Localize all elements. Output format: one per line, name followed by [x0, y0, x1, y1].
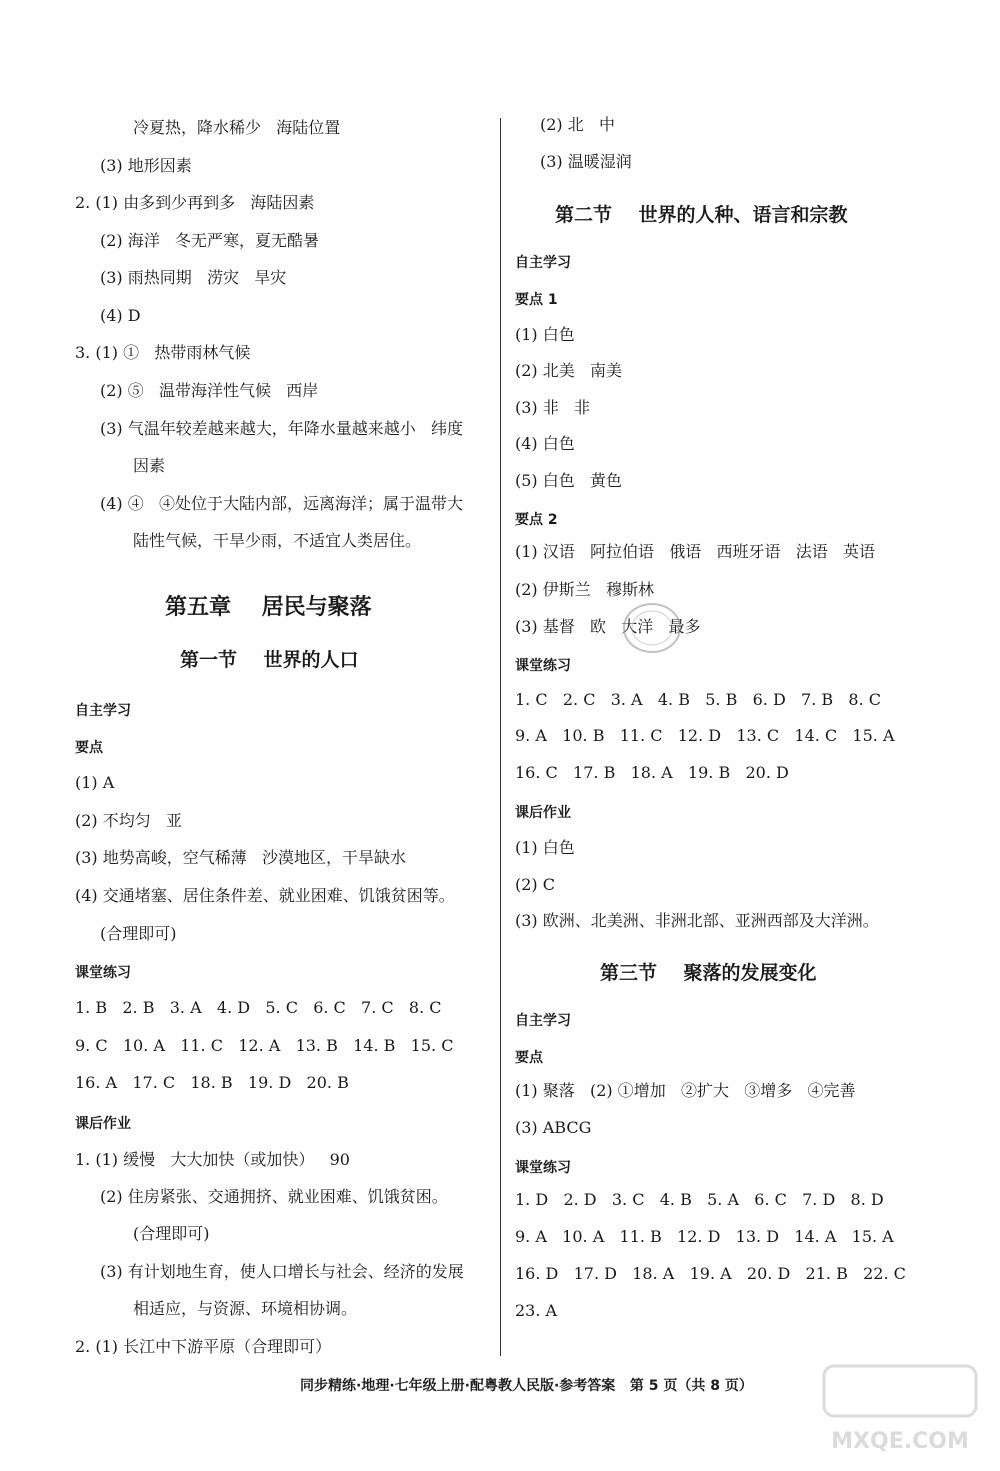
text-line: (5) 白色 黄色	[515, 471, 623, 490]
text-line: (3) 有计划地生育，使人口增长与社会、经济的发展	[100, 1262, 464, 1281]
text-line: (3) 地形因素	[100, 156, 192, 175]
text-line: (3) ABCG	[515, 1118, 592, 1137]
text-line: (4) 白色	[515, 434, 575, 453]
text-line: (3) 气温年较差越来越大，年降水量越来越小 纬度	[100, 419, 464, 438]
subheading: 要点	[515, 1050, 543, 1066]
text-line: 16. C 17. B 18. A 19. B 20. D	[515, 763, 789, 782]
text-line: 1. D 2. D 3. C 4. B 5. A 6. C 7. D 8. D	[515, 1190, 884, 1209]
text-line: (2) 不均匀 亚	[75, 811, 183, 830]
subheading: 自主学习	[515, 255, 571, 271]
text-line: (1) A	[75, 773, 115, 792]
subheading: 要点	[75, 740, 103, 756]
text-line: (合理即可)	[133, 1224, 210, 1243]
text-line: (2) ⑤ 温带海洋性气候 西岸	[100, 381, 319, 400]
text-line: (3) 雨热同期 涝灾 旱灾	[100, 268, 287, 287]
text-line: 相适应，与资源、环境相协调。	[133, 1299, 358, 1318]
subheading: 自主学习	[75, 703, 131, 719]
watermark-logo-icon	[820, 1360, 980, 1460]
text-line: 1. C 2. C 3. A 4. B 5. B 6. D 7. B 8. C	[515, 690, 881, 709]
subheading: 要点 1	[515, 292, 558, 308]
text-line: (2) C	[515, 875, 555, 894]
text-line: (1) 白色	[515, 325, 575, 344]
watermark-text: MXQE.COM	[831, 1429, 969, 1454]
text-line: 冷夏热，降水稀少 海陆位置	[133, 118, 341, 137]
text-line: (2) 北美 南美	[515, 361, 623, 380]
text-line: (3) 温暖湿润	[540, 152, 632, 171]
text-line: 3. (1) ① 热带雨林气候	[75, 343, 251, 362]
text-line: 23. A	[515, 1301, 558, 1320]
text-line: (4) 交通堵塞、居住条件差、就业困难、饥饿贫困等。	[75, 886, 455, 905]
text-line: 9. A 10. A 11. B 12. D 13. D 14. A 15. A	[515, 1227, 894, 1246]
text-line: 陆性气候，干旱少雨，不适宜人类居住。	[133, 531, 422, 550]
text-line: (3) 基督 欧 大洋 最多	[515, 617, 701, 636]
text-line: (3) 地势高峻，空气稀薄 沙漠地区，干旱缺水	[75, 848, 407, 867]
text-line: 2. (1) 长江中下游平原（合理即可）	[75, 1337, 332, 1356]
subheading: 要点 2	[515, 512, 558, 528]
subheading: 课堂练习	[515, 658, 571, 674]
text-line: (4) ④ ④处位于大陆内部，远离海洋；属于温带大	[100, 494, 464, 513]
text-line: (4) D	[100, 306, 141, 325]
section-title: 第三节 聚落的发展变化	[600, 962, 817, 984]
text-line: (3) 欧洲、北美洲、非洲北部、亚洲西部及大洋洲。	[515, 911, 879, 930]
text-line: (2) 伊斯兰 穆斯林	[515, 580, 655, 599]
text-line: 1. (1) 缓慢 大大加快（或加快） 90	[75, 1150, 350, 1169]
text-line: (1) 白色	[515, 838, 575, 857]
text-line: 16. A 17. C 18. B 19. D 20. B	[75, 1073, 349, 1092]
text-line: 2. (1) 由多到少再到多 海陆因素	[75, 193, 315, 212]
text-line: 1. B 2. B 3. A 4. D 5. C 6. C 7. C 8. C	[75, 998, 442, 1017]
text-line: 因素	[133, 456, 166, 475]
section-title: 第二节 世界的人种、语言和宗教	[555, 204, 848, 226]
text-line: 9. C 10. A 11. C 12. A 13. B 14. B 15. C	[75, 1036, 454, 1055]
subheading: 课堂练习	[515, 1160, 571, 1176]
subheading: 课后作业	[75, 1116, 131, 1132]
chapter-title: 第五章 居民与聚落	[165, 595, 372, 620]
section-title: 第一节 世界的人口	[180, 649, 359, 671]
subheading: 课堂练习	[75, 965, 131, 981]
text-line: (2) 住房紧张、交通拥挤、就业困难、饥饿贫困。	[100, 1187, 448, 1206]
stamp-icon	[620, 600, 684, 656]
subheading: 课后作业	[515, 805, 571, 821]
column-divider	[500, 118, 501, 1356]
page-footer: 同步精练·地理·七年级上册·配粤教人民版·参考答案 第 5 页（共 8 页）	[300, 1378, 753, 1394]
text-line: (1) 汉语 阿拉伯语 俄语 西班牙语 法语 英语	[515, 542, 876, 561]
text-line: 9. A 10. B 11. C 12. D 13. C 14. C 15. A	[515, 726, 895, 745]
text-line: (2) 海洋 冬无严寒，夏无酷暑	[100, 231, 320, 250]
text-line: (合理即可)	[100, 924, 177, 943]
subheading: 自主学习	[515, 1013, 571, 1029]
text-line: (3) 非 非	[515, 398, 591, 417]
text-line: (2) 北 中	[540, 115, 616, 134]
text-line: (1) 聚落 (2) ①增加 ②扩大 ③增多 ④完善	[515, 1081, 856, 1100]
text-line: 16. D 17. D 18. A 19. A 20. D 21. B 22. C	[515, 1264, 906, 1283]
